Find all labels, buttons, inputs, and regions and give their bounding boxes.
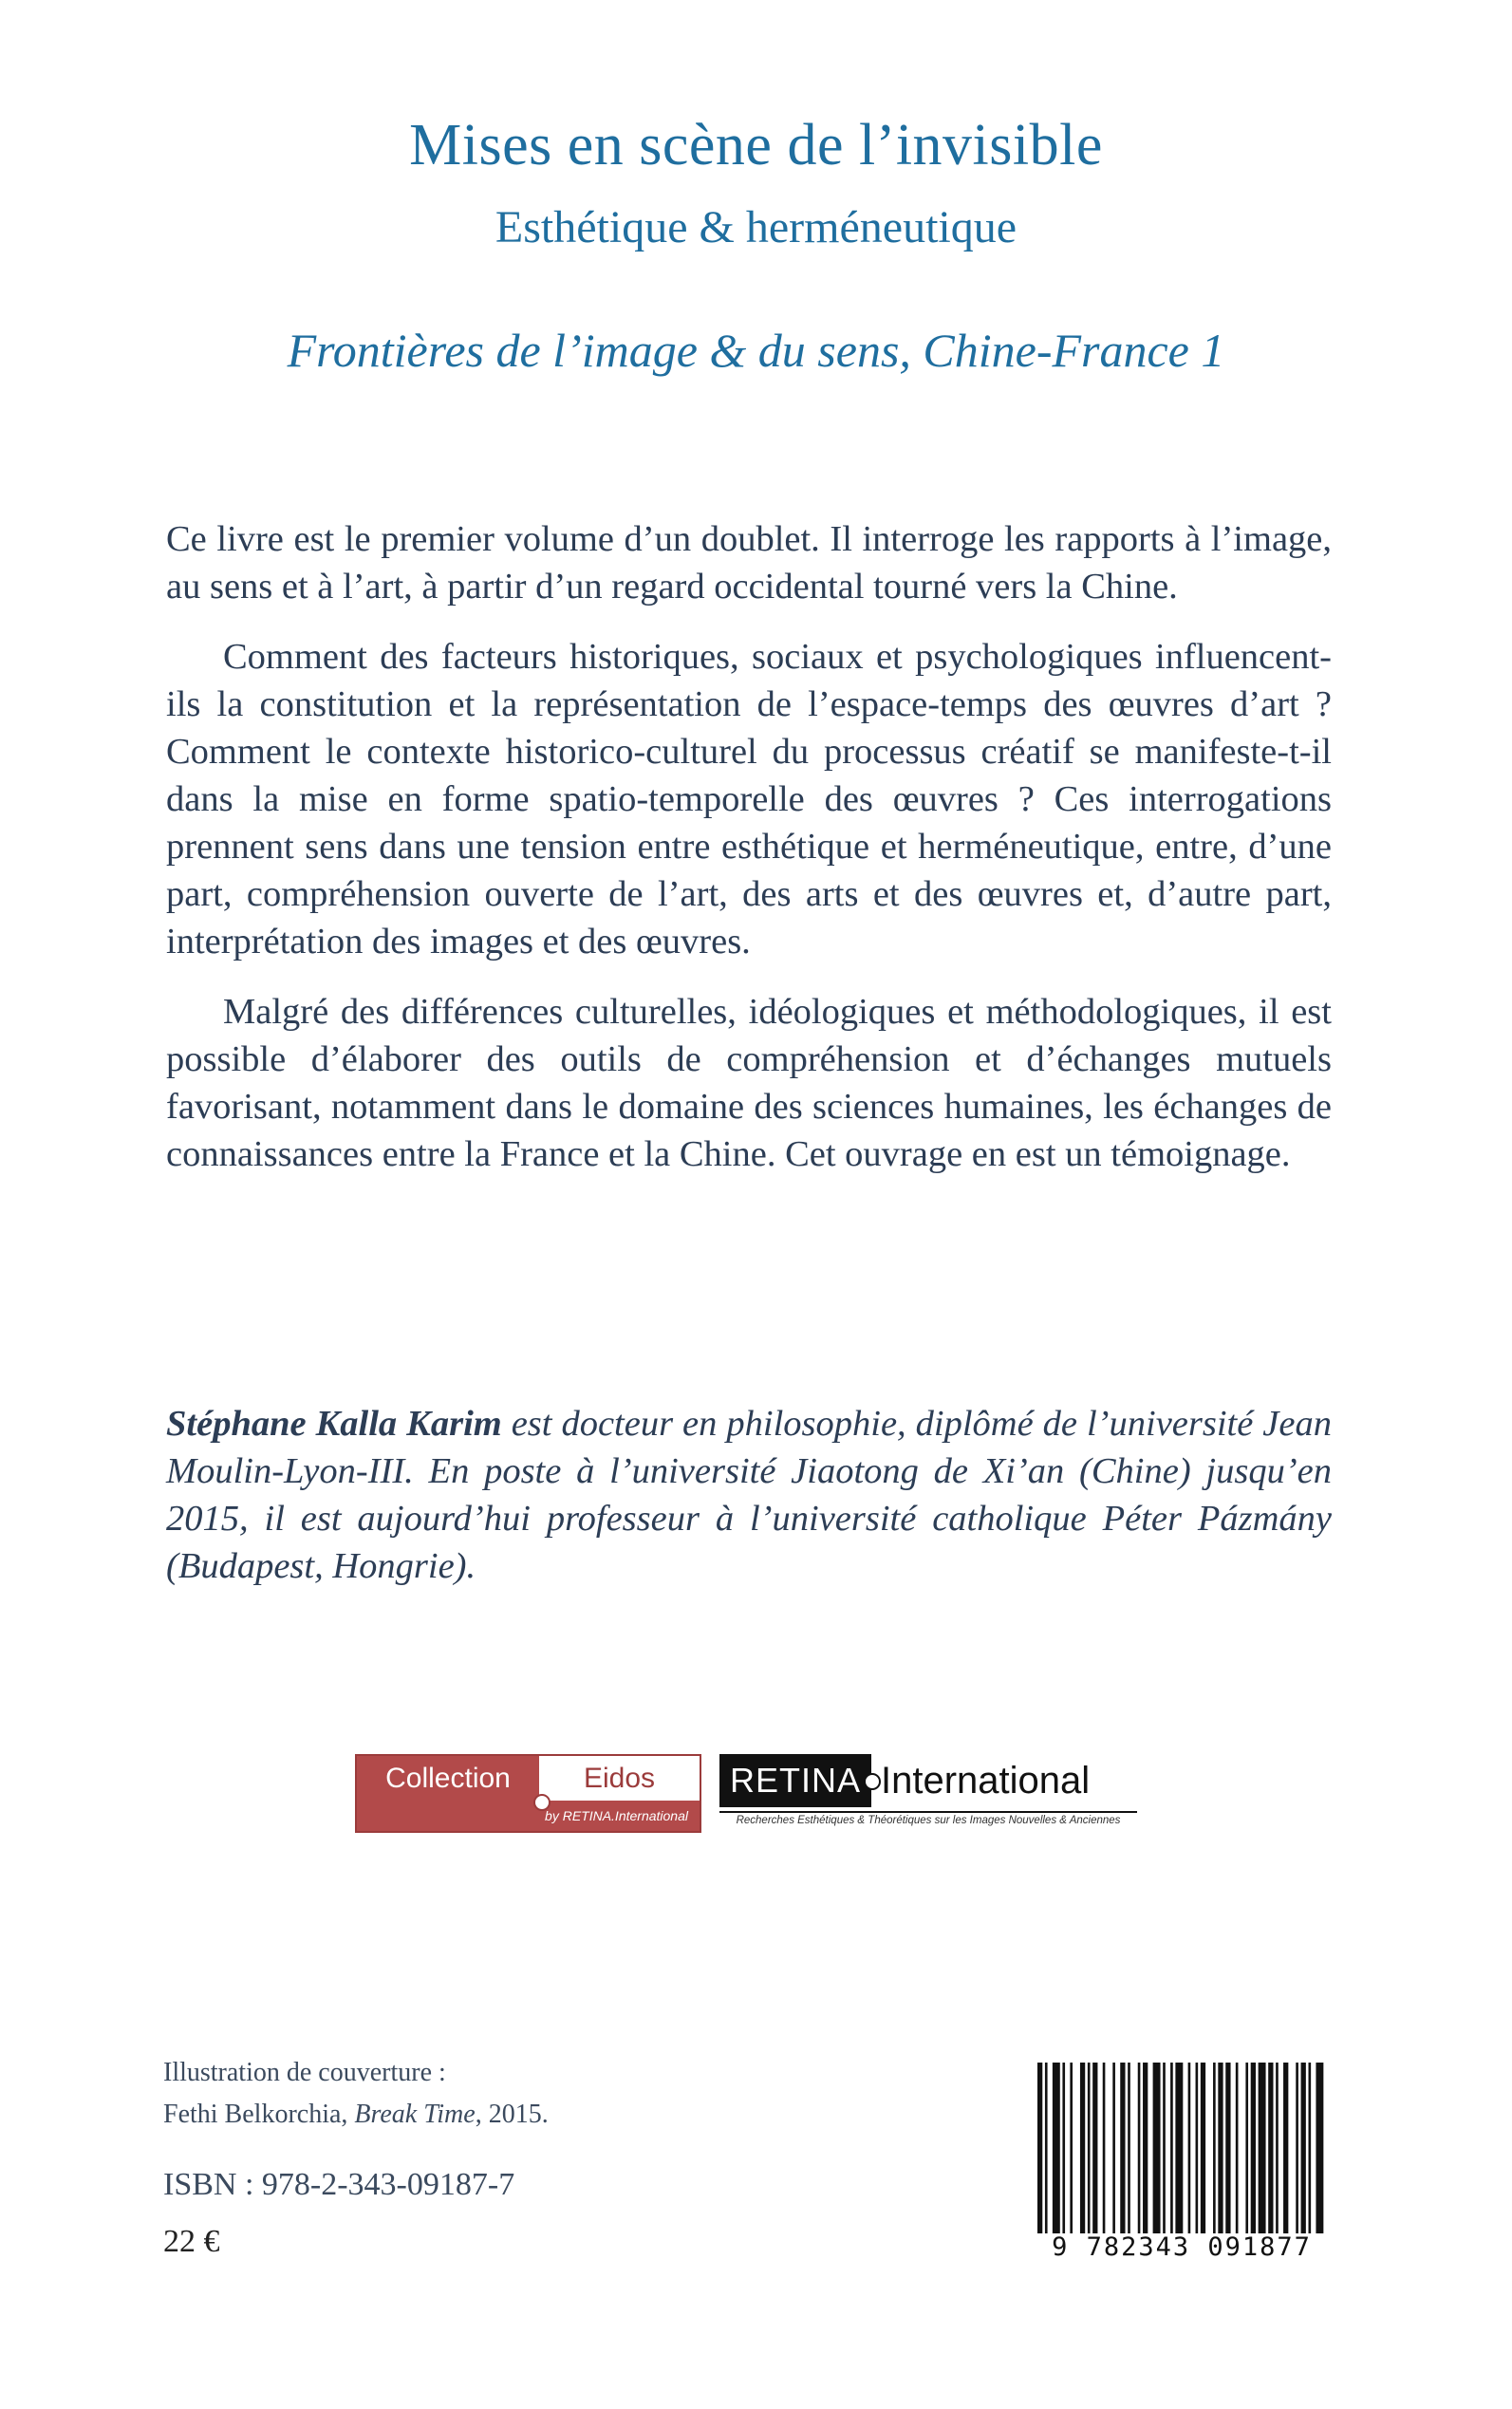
barcode-bar bbox=[1143, 2063, 1148, 2233]
retina-divider bbox=[719, 1811, 1137, 1813]
barcode-bar bbox=[1112, 2063, 1115, 2233]
eidos-logo-byline: by RETINA.International bbox=[357, 1801, 700, 1831]
author-bio-text: est docteur en philosophie, diplômé de l’université Jean Moulin-Lyon-III. En poste à l’université Jiaotong de Xi’an (Chine) jusqu’en 2015, il est aujourd’hui professeur à l’université catholique Péter Pázmány (Budapest, Hongrie). bbox=[166, 1404, 1332, 1586]
barcode-bar bbox=[1201, 2063, 1205, 2233]
barcode-digits: 9 782343 091877 bbox=[1052, 2232, 1312, 2262]
barcode-bar bbox=[1283, 2063, 1288, 2233]
barcode-bar bbox=[1218, 2063, 1223, 2233]
barcode-bar bbox=[1175, 2063, 1183, 2233]
retina-logo-tagline: Recherches Esthétiques & Théorétiques sur les Images Nouvelles & Anciennes bbox=[736, 1815, 1121, 1826]
barcode-bar bbox=[1062, 2063, 1065, 2233]
barcode-bar bbox=[1276, 2063, 1279, 2233]
blurb bbox=[166, 515, 1332, 1201]
page-subtitle: Esthétique & herméneutique bbox=[495, 202, 1017, 252]
credits-artist: Fethi Belkorchia, bbox=[163, 2100, 355, 2129]
barcode-bar bbox=[1153, 2063, 1161, 2233]
barcode-bar bbox=[1301, 2063, 1306, 2233]
barcode-bar bbox=[1092, 2063, 1097, 2233]
credits-line-2 bbox=[163, 2094, 549, 2136]
barcode-bar bbox=[1245, 2063, 1248, 2233]
retina-logo-box: RETINA bbox=[719, 1754, 871, 1807]
eidos-logo-right: Eidos bbox=[583, 1763, 656, 1794]
barcode-bar bbox=[1213, 2063, 1216, 2233]
barcode-bar bbox=[1188, 2063, 1191, 2233]
barcode-bar bbox=[1138, 2063, 1141, 2233]
page-title: Mises en scène de l’invisible bbox=[409, 113, 1103, 177]
barcode-bar bbox=[1120, 2063, 1125, 2233]
barcode-bar bbox=[1296, 2063, 1298, 2233]
barcode-bar bbox=[1128, 2063, 1130, 2233]
barcode-bar bbox=[1053, 2063, 1060, 2233]
credits-year: , 2015. bbox=[475, 2100, 549, 2129]
price: 22 € bbox=[163, 2224, 220, 2259]
barcode-bar bbox=[1088, 2063, 1091, 2233]
retina-logo-word: International bbox=[881, 1760, 1091, 1802]
series-title: Frontières de l’image & du sens, Chine-France 1 bbox=[287, 324, 1225, 377]
barcode-bar bbox=[1309, 2063, 1312, 2233]
author-name: Stéphane Kalla Karim bbox=[166, 1404, 502, 1444]
barcode-bar bbox=[1080, 2063, 1085, 2233]
barcode-bar bbox=[1268, 2063, 1273, 2233]
blurb-paragraph-2: Comment des facteurs historiques, sociaux et psychologiques influencent-ils la constitution et la représentation de l’espace-temps des œuvres d’art ? Comment le contexte historico-culturel du processus créatif se manifeste-t-il dans la mise en forme spatio-temporelle des œuvres ? Ces interrogations prennent sens dans une tension entre esthétique et herméneutique, entre, d’une part, compréhension ouverte de l’art, des arts et des œuvres et, d’autre part, interprétation des images et des œuvres. bbox=[166, 637, 1332, 962]
barcode-bar bbox=[1251, 2063, 1256, 2233]
barcode-bar bbox=[1045, 2063, 1048, 2233]
retina-international-logo bbox=[719, 1754, 1137, 1833]
retina-dot-icon bbox=[864, 1773, 881, 1790]
barcode-bar bbox=[1037, 2063, 1042, 2233]
barcode-bar bbox=[1316, 2063, 1323, 2233]
barcode-bar bbox=[1196, 2063, 1199, 2233]
barcode-bar bbox=[1163, 2063, 1166, 2233]
barcode-bar bbox=[1103, 2063, 1106, 2233]
barcode-icon bbox=[1037, 2063, 1326, 2233]
blurb-paragraph-1: Ce livre est le premier volume d’un doublet. Il interroge les rapports à l’image, au sens et à l’art, à partir d’un regard occidental tourné vers la Chine. bbox=[166, 519, 1332, 607]
eidos-dot-icon bbox=[533, 1794, 551, 1811]
barcode-bar bbox=[1170, 2063, 1173, 2233]
barcode-bar bbox=[1259, 2063, 1266, 2233]
blurb-paragraph-3: Malgré des différences culturelles, idéologiques et méthodologiques, il est possible d’élaborer des outils de compréhension et d’échanges mutuels favorisant, notamment dans le domaine des sciences humaines, les échanges de connaissances entre la France et la Chine. Cet ouvrage en est un témoignage. bbox=[166, 992, 1332, 1174]
barcode-bar bbox=[1236, 2063, 1239, 2233]
credits-line-1: Illustration de couverture : bbox=[163, 2058, 446, 2087]
barcode-bar bbox=[1225, 2063, 1230, 2233]
credits-work: Break Time bbox=[354, 2100, 476, 2129]
collection-eidos-logo bbox=[355, 1754, 701, 1833]
cover-credits bbox=[163, 2052, 549, 2136]
isbn: ISBN : 978-2-343-09187-7 bbox=[163, 2167, 515, 2202]
author-bio bbox=[166, 1400, 1332, 1590]
eidos-logo-left: Collection bbox=[357, 1756, 539, 1801]
barcode-bar bbox=[1070, 2063, 1073, 2233]
